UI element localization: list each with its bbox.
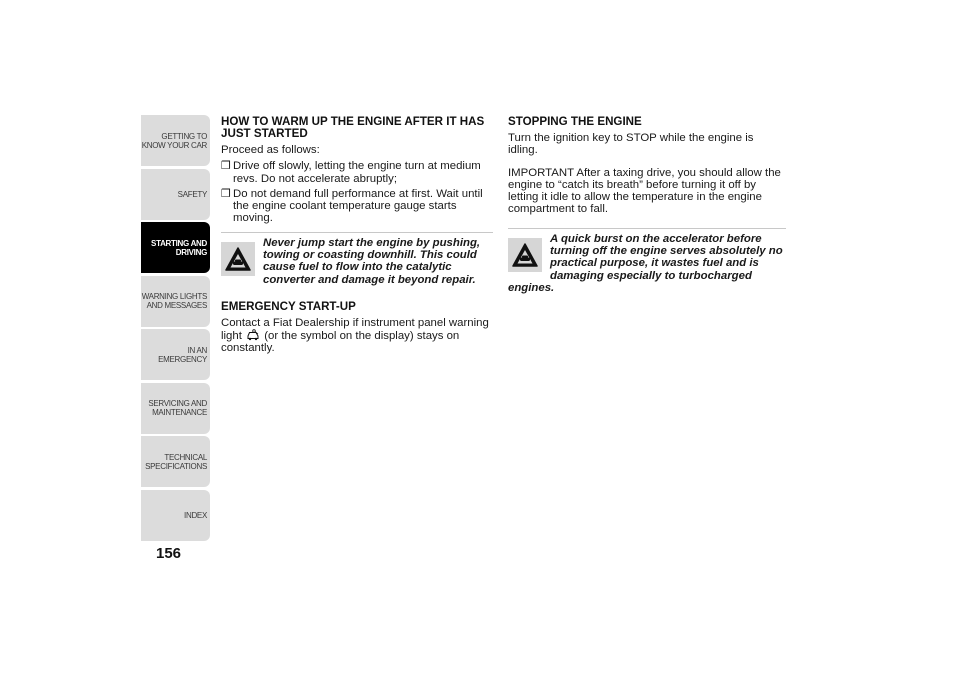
tab-warning-lights[interactable] — [141, 276, 210, 327]
divider — [508, 228, 786, 229]
list-item-text: Drive off slowly, letting the engine turn at medium revs. Do not accelerate abruptly; — [233, 160, 481, 185]
stopping-heading: STOPPING THE ENGINE — [508, 115, 642, 128]
tab-label: GETTING TO KNOW YOUR CAR — [141, 131, 207, 150]
right-column — [508, 116, 786, 306]
tab-label: SERVICING AND MAINTENANCE — [148, 399, 207, 417]
tab-starting-and-driving[interactable] — [141, 222, 210, 273]
tab-index[interactable] — [141, 490, 210, 541]
list-item — [221, 160, 493, 185]
emergency-text-before: Contact a Fiat Dealership if instrument panel warning light — [221, 316, 489, 343]
divider — [221, 232, 493, 233]
warning-text: A quick burst on the accelerator before turning off the engine serves absolutely no practical purpose, it wastes fuel and is damaging especially to turbocharged engines. — [508, 232, 783, 294]
stopping-text: Turn the ignition key to STOP while the engine is idling. — [508, 132, 754, 157]
list-item-text: Do not demand full performance at first. Wait until the engine coolant temperature gauge starts moving. — [233, 187, 483, 225]
tab-label: STARTING AND DRIVING — [151, 238, 207, 257]
checkbox-bullet-icon: ❒ — [221, 187, 231, 200]
warning-note-accelerator — [508, 233, 786, 294]
warning-triangle-icon — [221, 242, 255, 276]
warning-text: Never jump start the engine by pushing, towing or coasting downhill. This could cause fuel to flow into the catalytic converter and damage it beyond repair. — [263, 236, 481, 286]
important-text: IMPORTANT After a taxing drive, you should allow the engine to “catch its breath” before turning it off by letting it idle to allow the temperature in the engine compartment to fall. — [508, 166, 781, 216]
tab-label: INDEX — [184, 510, 207, 520]
chapter-tabs — [141, 115, 210, 543]
list-item — [221, 188, 493, 225]
left-column — [221, 116, 493, 359]
tab-safety[interactable] — [141, 169, 210, 220]
tab-label: TECHNICAL SPECIFICATIONS — [145, 452, 207, 471]
emergency-heading: EMERGENCY START-UP — [221, 299, 356, 313]
page-number: 156 — [156, 545, 182, 562]
warning-triangle-icon — [508, 238, 542, 272]
checkbox-bullet-icon: ❒ — [221, 160, 231, 173]
tab-technical-specifications[interactable] — [141, 436, 210, 487]
tab-label: WARNING LIGHTS AND MESSAGES — [141, 292, 207, 310]
car-key-warning-light-icon — [246, 329, 260, 341]
tab-label: IN AN EMERGENCY — [158, 345, 207, 364]
warm-up-heading: HOW TO WARM UP THE ENGINE AFTER IT HAS JUST STARTED — [221, 115, 485, 140]
warm-up-list — [221, 160, 493, 224]
warning-note-push-start — [221, 237, 493, 289]
tab-getting-to-know[interactable] — [141, 115, 210, 166]
emergency-text — [221, 317, 493, 355]
tab-label: SAFETY — [177, 189, 207, 199]
tab-in-an-emergency[interactable] — [141, 329, 210, 380]
emergency-text-after: (or the symbol on the display) stays on constantly. — [221, 330, 460, 355]
tab-servicing[interactable] — [141, 383, 210, 434]
proceed-text: Proceed as follows: — [221, 144, 320, 156]
